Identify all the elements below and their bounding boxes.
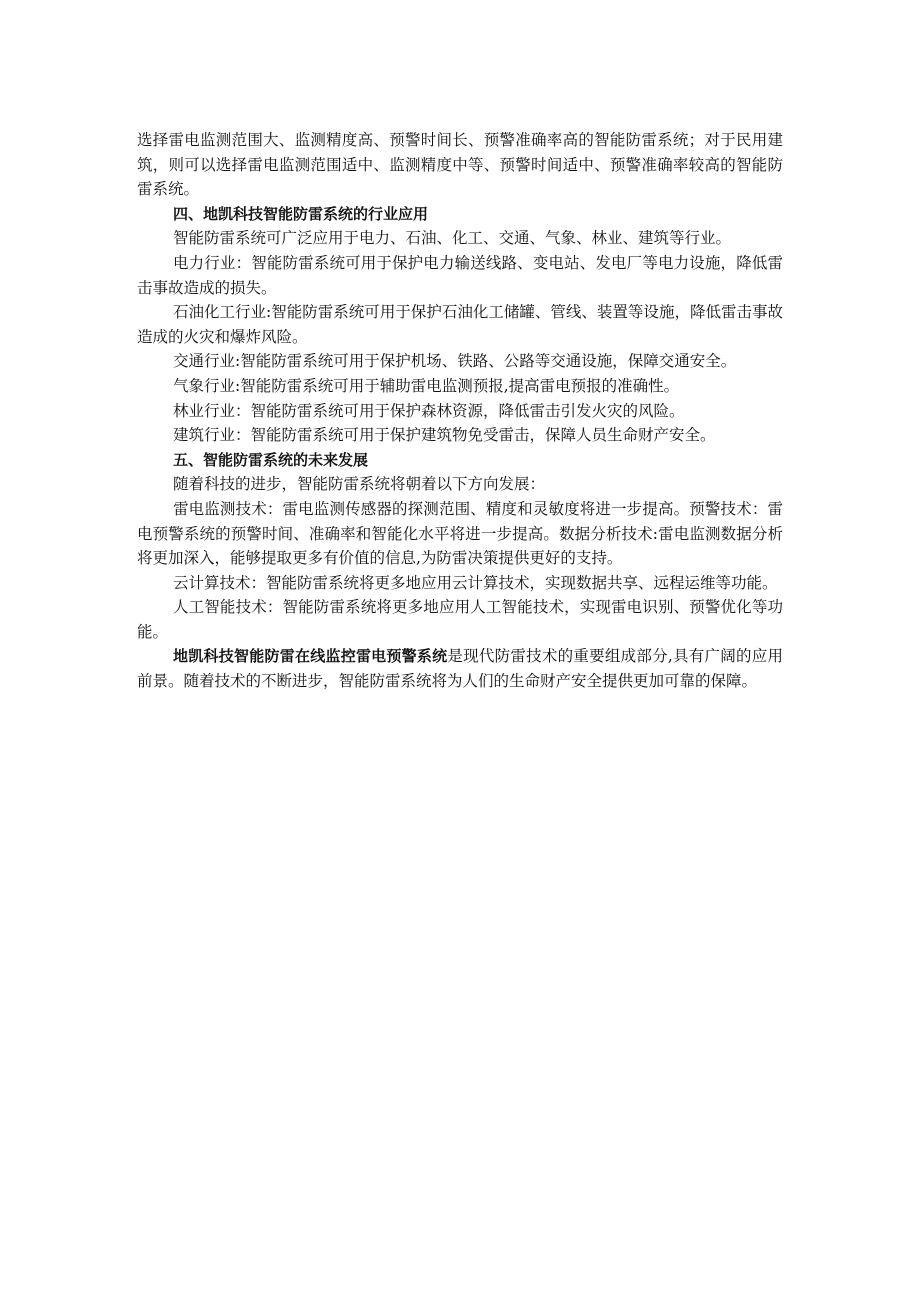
conclusion-text: 是现代防雷技术的重要组成部分,具有广阔的应用前景。随着技术的不断进步，智能防雷系统将为人们的生命财产安全提供更加可靠的保障。	[137, 647, 783, 691]
section-4-paragraph: 智能防雷系统可广泛应用于电力、石油、化工、交通、气象、林业、建筑等行业。	[173, 229, 732, 248]
intro-paragraph: 选择雷电监测范围大、监测精度高、预警时间长、预警准确率高的智能防雷系统；对于民用建筑，则可以选择雷电监测范围适中、监测精度中等、预警时间适中、预警准确率较高的智能防雷系统。	[137, 131, 783, 199]
section-5-paragraph: 雷电监测技术：雷电监测传感器的探测范围、精度和灵敏度将进一步提高。预警技术：雷电预警系统的预警时间、准确率和智能化水平将进一步提高。数据分析技术:雷电监测数据分析将更加深入，能够提取更多有价值的信息,为防雷决策提供更好的支持。	[137, 499, 783, 568]
document-page	[137, 128, 783, 694]
section-4-heading: 四、地凯科技智能防雷系统的行业应用	[173, 204, 429, 223]
section-4-paragraph: 交通行业:智能防雷系统可用于保护机场、铁路、公路等交通设施，保障交通安全。	[173, 352, 737, 371]
section-4-paragraph: 林业行业：智能防雷系统可用于保护森林资源，降低雷击引发火灾的风险。	[173, 401, 685, 420]
section-4-paragraph: 建筑行业：智能防雷系统可用于保护建筑物免受雷击，保障人员生命财产安全。	[173, 426, 716, 445]
section-5-paragraph: 云计算技术：智能防雷系统将更多地应用云计算技术，实现数据共享、远程运维等功能。	[173, 573, 778, 592]
section-5-heading: 五、智能防雷系统的未来发展	[173, 450, 369, 469]
conclusion-bold-lead: 地凯科技智能防雷在线监控雷电预警系统	[173, 647, 448, 666]
section-5-paragraph: 人工智能技术：智能防雷系统将更多地应用人工智能技术，实现雷电识别、预警优化等功能。	[137, 598, 783, 641]
conclusion-paragraph	[137, 644, 783, 693]
section-4-paragraph: 石油化工行业:智能防雷系统可用于保护石油化工储罐、管线、装置等设施，降低雷击事故造成的火灾和爆炸风险。	[137, 303, 783, 346]
section-5-paragraph: 随着科技的进步，智能防雷系统将朝着以下方向发展：	[173, 475, 546, 494]
section-4-paragraph: 电力行业：智能防雷系统可用于保护电力输送线路、变电站、发电厂等电力设施，降低雷击事故造成的损失。	[137, 253, 783, 297]
section-4-paragraph: 气象行业:智能防雷系统可用于辅助雷电监测预报,提高雷电预报的准确性。	[173, 376, 680, 395]
